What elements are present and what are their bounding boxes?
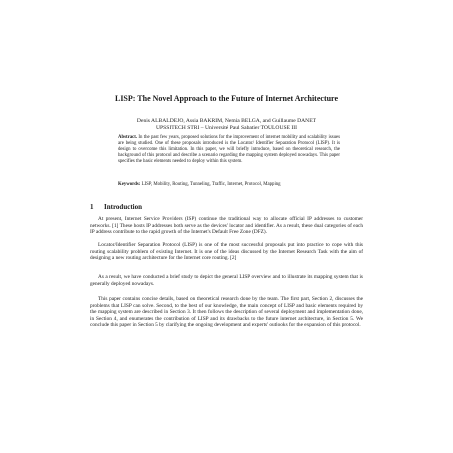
keywords-label: Keywords: [118, 182, 141, 187]
paragraph: Locator/Identifier Separation Protocol (LISP) is one of the most successful proposals put into practice to cope with this routing scalability problem of existing Internet. It is one of the ideas discussed by the Internet Research Task with the aim of designing a new routing architecture for the Internet core routing. [2] [90, 242, 363, 262]
keywords-text: LISP, Mobility, Routing, Tunneling, Traffic, Internet, Protocol, Mapping [140, 182, 281, 187]
paragraph: As a result, we have conducted a brief study to depict the general LISP overview and to illustrate its mapping system that is generally deployed nowadays. [90, 274, 363, 287]
abstract [118, 135, 340, 165]
abstract-text: In the past few years, proposed solutions for the improvement of internet mobility and scalability issues are being studied. One of these proposals introduced is the Locator/ Identifier Separation Protocol (LISP). It is design to overcome this limitation. In this paper, we will briefly introduce, based on theoretical research, the background of this protocol and describe a scenario regarding the mapping system deployed nowadays. This paper specifies the basic elements needed to deploy within this system. [118, 135, 340, 165]
keywords [118, 182, 340, 188]
abstract-label: Abstract. [118, 135, 138, 140]
author-block [88, 118, 365, 132]
paragraph: At present, Internet Service Providers (ISP) continue the traditional way to allocate official IP addresses to customer networks. [1] These hosts IP addresses both serve as the devices' locator and identifier. As a result, these dual categories of each IP address contribute to the rapid growth of the Internet's Default Free Zone (DFZ). [90, 216, 363, 236]
section-number: 1 [90, 203, 94, 211]
author-affiliation: UPSSITECH STRI – Université Paul Sabatier TOULOUSE III [155, 125, 298, 131]
section-heading [90, 203, 363, 212]
author-names: Denis ALBALDEJO, Assia BAKRIM, Nemia BELGA, and Guillaume DANET [136, 118, 317, 124]
section-title: Introduction [104, 203, 142, 211]
paper-title: LISP: The Novel Approach to the Future of Internet Architecture [114, 94, 339, 103]
paragraph: This paper contains concise details, based on theoretical research done by the team. The first part, Section 2, discusses the problems that LISP can solve. Second, to the best of our knowledge, the main concept of LISP and basic elements required by the mapping system are described in Section 3. It then follows the description of several deployment and implementation done, in Section 4, and enumerates the contribution of LISP and its drawbacks to the future internet architecture, in Section 5. We conclude this paper in Section 5 by clarifying the ongoing development and experts' outlooks for the expansion of this protocol. [90, 296, 363, 329]
